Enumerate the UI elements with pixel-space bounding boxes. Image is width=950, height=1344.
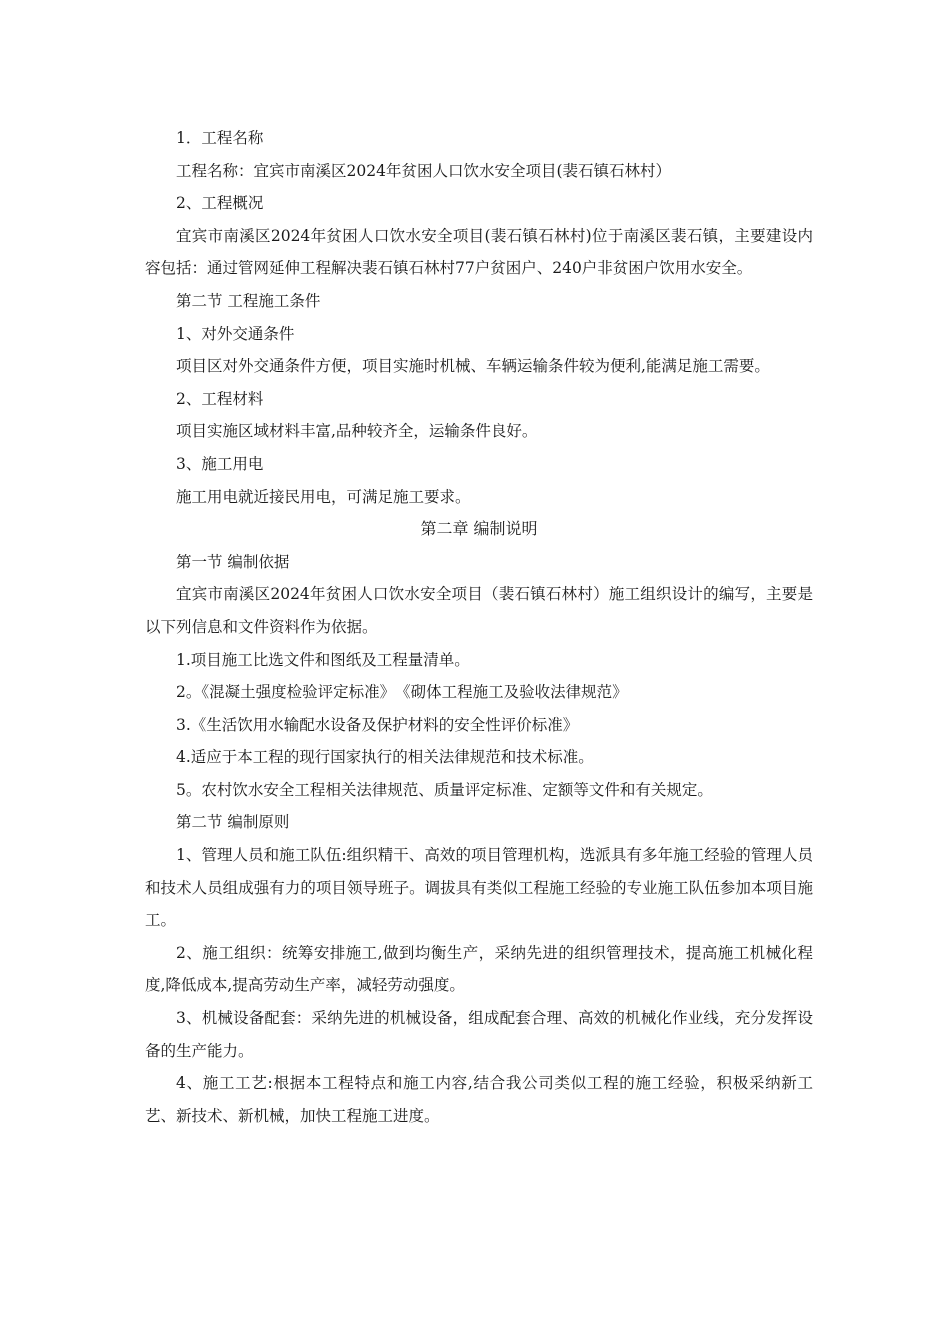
body-paragraph: 宜宾市南溪区2024年贫困人口饮水安全项目(裴石镇石林村)位于南溪区裴石镇，主要建设内容包括：通过管网延伸工程解决裴石镇石林村77户贫困户、240户非贫困户饮用水安全。 bbox=[145, 226, 813, 278]
body-paragraph: 项目区对外交通条件方便，项目实施时机械、车辆运输条件较为便利,能满足施工需要。 bbox=[176, 357, 770, 376]
list-item: 4.适应于本工程的现行国家执行的相关法律规范和技术标准。 bbox=[176, 748, 594, 767]
section-heading: 3、施工用电 bbox=[176, 454, 264, 473]
document-body bbox=[145, 122, 813, 1132]
section-heading: 第二节 工程施工条件 bbox=[176, 291, 321, 310]
chapter-title: 第二章 编制说明 bbox=[420, 519, 538, 539]
list-item: 3.《生活饮用水输配水设备及保护材料的安全性评价标准》 bbox=[176, 715, 579, 734]
body-paragraph: 3、机械设备配套：采纳先进的机械设备，组成配套合理、高效的机械化作业线，充分发挥设备的生产能力。 bbox=[145, 1009, 813, 1060]
body-paragraph: 宜宾市南溪区2024年贫困人口饮水安全项目（裴石镇石林村）施工组织设计的编写，主要是以下列信息和文件资料作为依据。 bbox=[145, 585, 813, 636]
body-paragraph: 1、管理人员和施工队伍:组织精干、高效的项目管理机构，选派具有多年施工经验的管理人员和技术人员组成强有力的项目领导班子。调拔具有类似工程施工经验的专业施工队伍参加本项目施工。 bbox=[145, 846, 813, 930]
list-item: 1.项目施工比选文件和图纸及工程量清单。 bbox=[176, 650, 470, 669]
body-paragraph: 施工用电就近接民用电，可满足施工要求。 bbox=[176, 487, 471, 506]
list-item: 5。农村饮水安全工程相关法律规范、质量评定标准、定额等文件和有关规定。 bbox=[176, 780, 713, 799]
section-heading: 2、工程概况 bbox=[176, 194, 264, 213]
section-heading: 1、对外交通条件 bbox=[176, 324, 295, 343]
section-heading: 第一节 编制依据 bbox=[176, 552, 290, 571]
section-heading: 1．工程名称 bbox=[176, 129, 264, 147]
body-paragraph: 2、施工组织：统筹安排施工,做到均衡生产，采纳先进的组织管理技术，提高施工机械化程度,降低成本,提高劳动生产率，减轻劳动强度。 bbox=[145, 943, 813, 995]
body-paragraph: 项目实施区域材料丰富,品种较齐全，运输条件良好。 bbox=[176, 422, 538, 441]
body-paragraph: 工程名称：宜宾市南溪区2024年贫困人口饮水安全项目(裴石镇石林村） bbox=[176, 161, 671, 180]
list-item: 2。《混凝土强度检验评定标准》 《砌体工程施工及验收法律规范》 bbox=[176, 683, 628, 702]
section-heading: 2、工程材料 bbox=[176, 389, 264, 408]
body-paragraph: 4、施工工艺:根据本工程特点和施工内容,结合我公司类似工程的施工经验，积极采纳新工艺、新技术、新机械，加快工程施工进度。 bbox=[145, 1074, 813, 1125]
section-heading: 第二节 编制原则 bbox=[176, 813, 290, 832]
